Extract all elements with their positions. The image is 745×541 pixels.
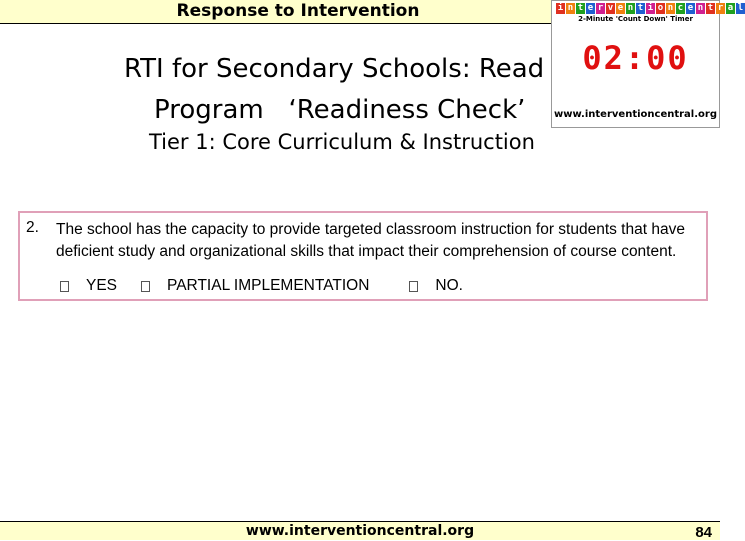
logo-letter: n <box>627 3 634 13</box>
logo-letter: t <box>577 3 584 13</box>
logo-letter: n <box>697 3 704 13</box>
question-text: The school has the capacity to provide targeted classroom instruction for students that have deficient study and organizational skills that impact their comprehension of course content. <box>56 221 685 260</box>
logo-letter: n <box>667 3 674 13</box>
question-box <box>18 211 708 301</box>
logo-letter: t <box>707 3 714 13</box>
logo-letter: e <box>687 3 694 13</box>
option-yes[interactable] <box>60 277 117 295</box>
logo-letter: i <box>647 3 654 13</box>
slide-title-line1: RTI for Secondary Schools: Read <box>124 54 545 84</box>
option-no-label: NO. <box>435 277 463 294</box>
page-number: 84 <box>695 524 712 541</box>
header-banner <box>0 0 596 24</box>
footer-bar <box>0 521 720 540</box>
banner-title: Response to Intervention <box>176 1 420 21</box>
logo-letter: r <box>717 3 724 13</box>
logo-letter: e <box>587 3 594 13</box>
slide-title-line2: Program ‘Readiness Check’ <box>154 95 526 125</box>
logo-letter: r <box>597 3 604 13</box>
logo-letter: v <box>607 3 614 13</box>
option-partial-label: PARTIAL IMPLEMENTATION <box>167 277 370 294</box>
checkbox-icon[interactable] <box>409 281 418 292</box>
answer-options <box>60 277 463 295</box>
option-no[interactable] <box>409 277 463 295</box>
logo-letter: c <box>677 3 684 13</box>
checkbox-icon[interactable] <box>60 281 69 292</box>
countdown-timer[interactable] <box>551 0 744 128</box>
timer-caption: 2-Minute 'Count Down' Timer <box>578 15 693 23</box>
logo-letter: l <box>737 3 744 13</box>
slide-subtitle: Tier 1: Core Curriculum & Instruction <box>149 130 535 154</box>
logo-letter: o <box>657 3 664 13</box>
timer-logo <box>556 3 745 14</box>
logo-letter: n <box>567 3 574 13</box>
logo-letter: e <box>617 3 624 13</box>
question-number: 2. <box>26 219 39 236</box>
logo-letter: i <box>557 3 564 13</box>
timer-display: 02:00 <box>582 39 689 77</box>
logo-letter: a <box>727 3 734 13</box>
timer-url[interactable]: www.interventioncentral.org <box>553 109 717 120</box>
checkbox-icon[interactable] <box>141 281 150 292</box>
logo-letter: t <box>637 3 644 13</box>
option-partial[interactable] <box>141 277 369 295</box>
option-yes-label: YES <box>86 277 118 294</box>
footer-url[interactable]: www.interventioncentral.org <box>245 523 475 539</box>
